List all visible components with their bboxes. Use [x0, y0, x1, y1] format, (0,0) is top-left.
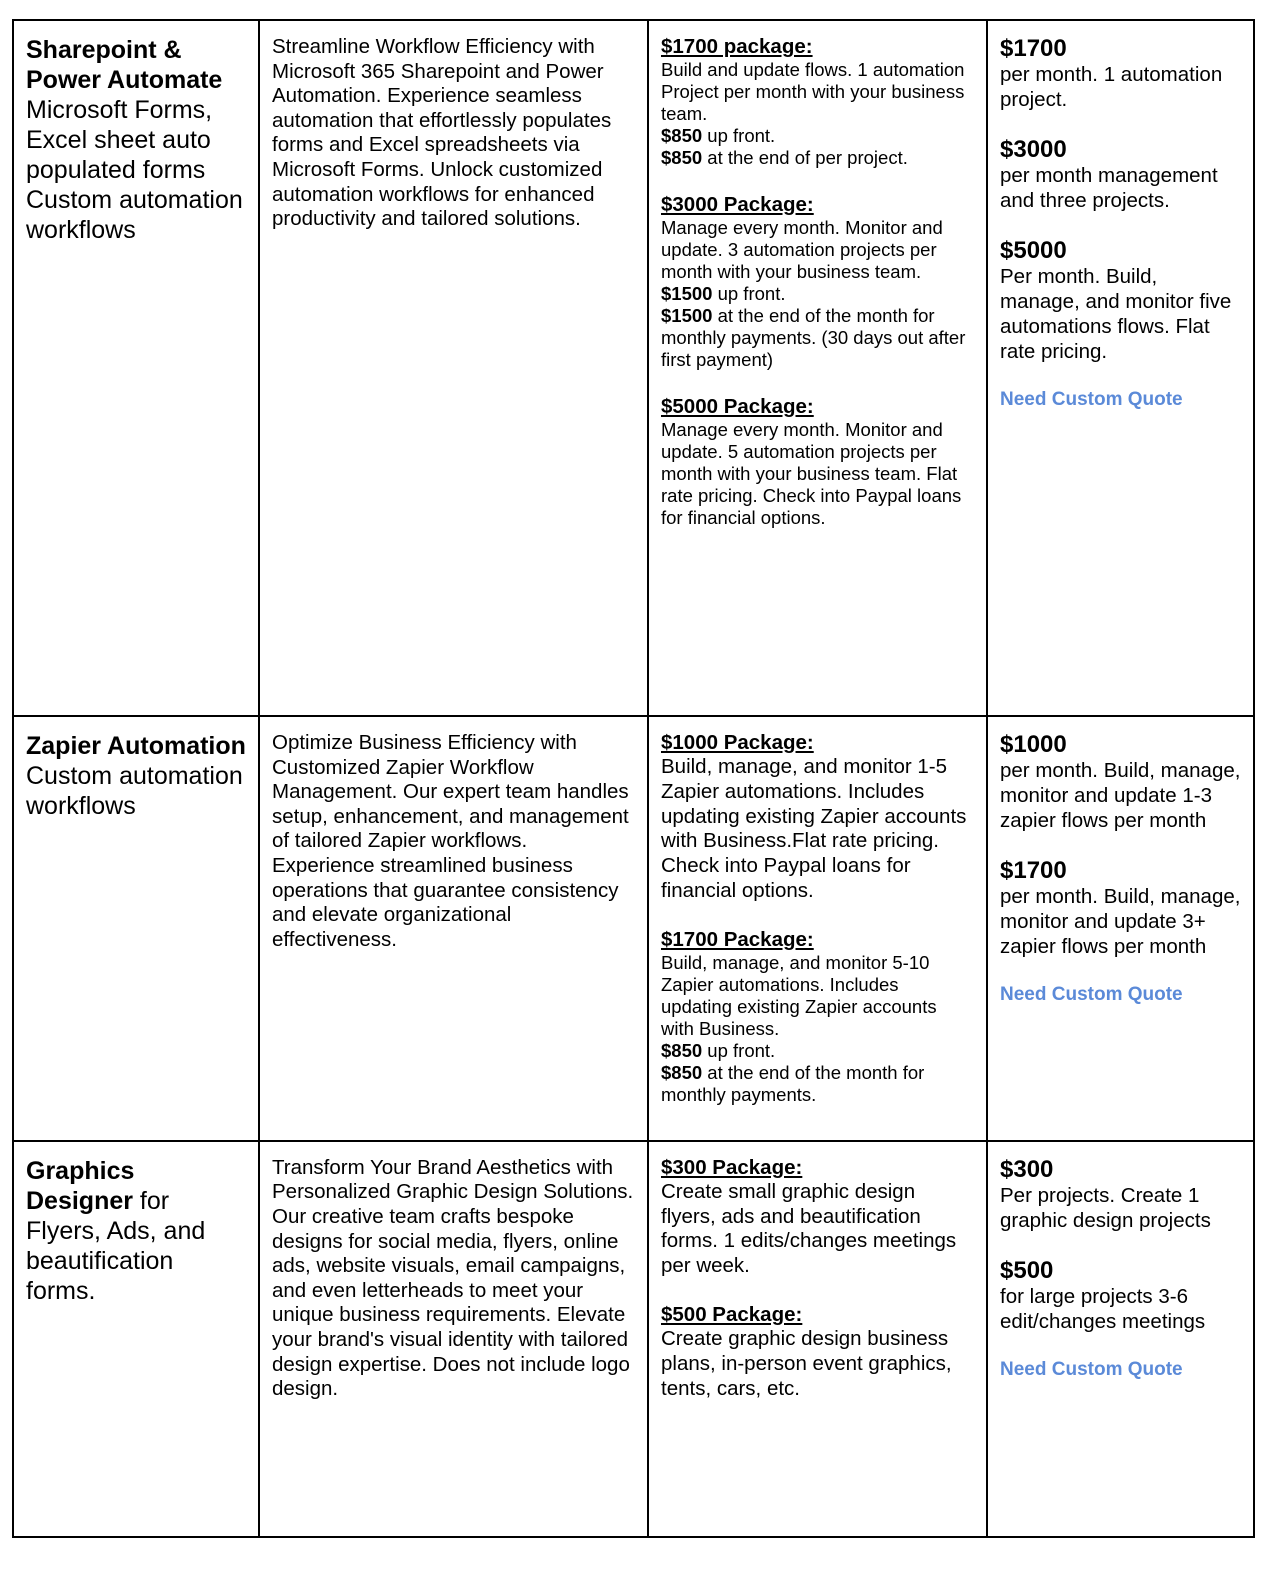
payment-amount: $1500 [661, 283, 713, 304]
package-payment [661, 125, 974, 147]
package-payment [661, 283, 974, 305]
payment-amount: $850 [661, 147, 703, 168]
price-amount: $1700 [1000, 857, 1067, 884]
service-cell [13, 1141, 259, 1537]
packages-cell [648, 716, 987, 1141]
package-body: Build and update flows. 1 automation Project per month with your business team. [661, 59, 965, 124]
service-title: Graphics Designer [26, 1156, 135, 1215]
payment-text: at the end of the month for monthly payments. [661, 1061, 925, 1105]
price-amount: $300 [1000, 1155, 1054, 1183]
packages-cell [648, 20, 987, 716]
package-title: $3000 Package: [661, 193, 814, 216]
price-amount: $1700 [1000, 35, 1067, 62]
price-option [1000, 1156, 1241, 1233]
payment-text: up front. [712, 283, 786, 304]
package-title: $500 Package: [661, 1302, 803, 1326]
table-row [13, 1141, 1254, 1537]
service-subtitle: for Flyers, Ads, and beautification forms. [26, 1186, 206, 1305]
package-body: Build, manage, and monitor 5-10 Zapier automations. Includes updating existing Zapier accounts with Business. [661, 951, 937, 1039]
service-title: Zapier Automation [26, 732, 246, 760]
payment-amount: $850 [661, 1061, 703, 1083]
package [661, 395, 974, 529]
payment-amount: $850 [661, 1039, 703, 1061]
price-text: per month. Build, manage, monitor and update 3+ zapier flows per month [1000, 885, 1241, 958]
service-cell [13, 716, 259, 1141]
package-title: $300 Package: [661, 1155, 803, 1179]
price-amount: $3000 [1000, 136, 1067, 163]
payment-text: up front. [702, 1039, 776, 1061]
packages-cell [648, 1141, 987, 1537]
price-text: Per projects. Create 1 graphic design projects [1000, 1183, 1211, 1232]
package-title: $1700 package: [661, 35, 813, 58]
service-description: Transform Your Brand Aesthetics with Personalized Graphic Design Solutions. Our creative team crafts bespoke designs for social media, flyers, online ads, website visuals, email campaigns, and even letterheads to meet your unique business requirements. Elevate your brand's visual identity with tailored design expertise. Does not include logo design. [272, 1155, 634, 1401]
payment-text: at the end of per project. [702, 147, 908, 168]
price-text: per month. 1 automation project. [1000, 63, 1223, 111]
description-cell [259, 1141, 648, 1537]
service-description: Optimize Business Efficiency with Customized Zapier Workflow Management. Our expert team handles setup, enhancement, and management of tailored Zapier workflows. Experience streamlined business operations that guarantee consistency and elevate organizational effectiveness. [272, 731, 629, 951]
payment-text: at the end of the month for monthly payments. (30 days out after first payment) [661, 305, 966, 370]
package [661, 731, 974, 904]
package-title: $5000 Package: [661, 395, 814, 418]
package [661, 1303, 974, 1401]
package-payment [661, 305, 974, 371]
payment-text: up front. [702, 125, 776, 146]
price-option [1000, 857, 1241, 959]
prices-cell [987, 20, 1254, 716]
service-description: Streamline Workflow Efficiency with Microsoft 365 Sharepoint and Power Automation. Experience seamless automation that effortlessly populates forms and Excel spreadsheets via Microsoft Forms. Unlock customized automation workflows for enhanced productivity and tailored solutions. [272, 35, 612, 231]
pricing-table [12, 19, 1255, 1538]
price-option [1000, 1257, 1241, 1334]
price-option [1000, 237, 1241, 364]
package-body: Manage every month. Monitor and update. 5 automation projects per month with your business team. Flat rate pricing. Check into Paypal loans for financial options. [661, 419, 962, 528]
payment-amount: $1500 [661, 305, 713, 326]
package [661, 928, 974, 1106]
table-row [13, 716, 1254, 1141]
prices-cell [987, 1141, 1254, 1537]
price-text: Per month. Build, manage, and monitor five automations flows. Flat rate pricing. [1000, 265, 1232, 363]
price-amount: $500 [1000, 1256, 1054, 1284]
custom-quote-link[interactable]: Need Custom Quote [1000, 984, 1183, 1005]
price-text: per month. Build, manage, monitor and update 1-3 zapier flows per month [1000, 759, 1241, 832]
price-option [1000, 731, 1241, 833]
package-title: $1700 Package: [661, 927, 814, 951]
service-subtitle: Microsoft Forms, Excel sheet auto populated forms Custom automation workflows [26, 96, 243, 244]
custom-quote-link[interactable]: Need Custom Quote [1000, 1358, 1183, 1380]
service-cell [13, 20, 259, 716]
package-payment [661, 147, 974, 169]
service-subtitle: Custom automation workflows [26, 762, 243, 820]
description-cell [259, 716, 648, 1141]
custom-quote-link[interactable]: Need Custom Quote [1000, 389, 1183, 410]
package-payment [661, 1062, 974, 1106]
package [661, 193, 974, 371]
description-cell [259, 20, 648, 716]
price-amount: $1000 [1000, 731, 1067, 758]
package-body: Create small graphic design flyers, ads and beautification forms. 1 edits/changes meetings per week. [661, 1179, 957, 1278]
price-option [1000, 35, 1241, 112]
prices-cell [987, 716, 1254, 1141]
price-option [1000, 136, 1241, 213]
package-body: Build, manage, and monitor 1-5 Zapier automations. Includes updating existing Zapier accounts with Business.Flat rate pricing. Check into Paypal loans for financial options. [661, 755, 967, 902]
package-body: Manage every month. Monitor and update. 3 automation projects per month with your business team. [661, 217, 943, 282]
price-text: per month management and three projects. [1000, 164, 1218, 212]
payment-amount: $850 [661, 125, 703, 146]
package-body: Create graphic design business plans, in-person event graphics, tents, cars, etc. [661, 1326, 952, 1400]
price-amount: $5000 [1000, 237, 1067, 264]
package [661, 35, 974, 169]
package [661, 1156, 974, 1279]
service-title: Sharepoint & Power Automate [26, 36, 223, 94]
price-text: for large projects 3-6 edit/changes meetings [1000, 1284, 1206, 1333]
package-payment [661, 1040, 974, 1062]
table-row [13, 20, 1254, 716]
package-title: $1000 Package: [661, 731, 814, 754]
